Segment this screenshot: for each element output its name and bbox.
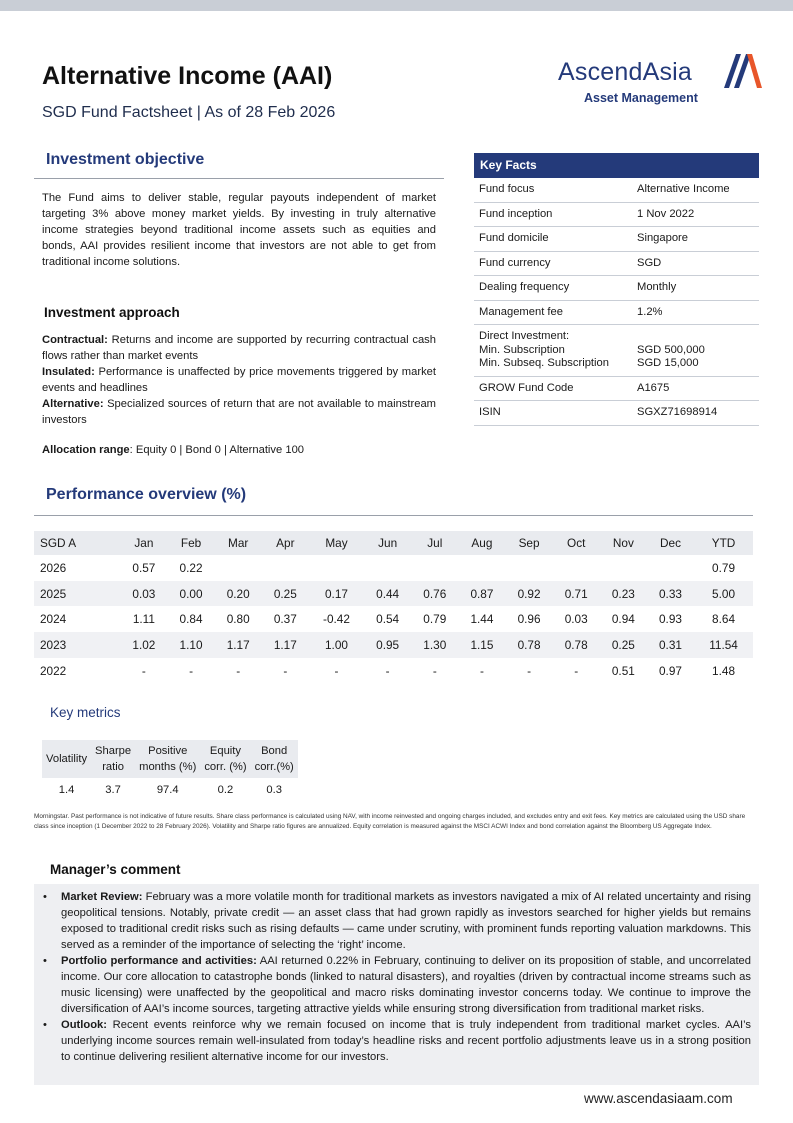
bullet-icon: • [43, 955, 47, 967]
performance-row [34, 555, 753, 581]
key-facts-label: GROW Fund Code [479, 381, 574, 394]
objective-divider [34, 178, 444, 179]
comment-outlook: • Outlook: Recent events reinforce why we remain focused on income that is truly independent from traditional market cycles. AAI’s underlying income sources remain well-insulated from today’s headline risks and recent portfolio adjustments leave us in a strong position to continue delivering resilient alternative income for our investors. [43, 1019, 751, 1063]
key-metrics-table [42, 740, 298, 802]
allocation-range: Allocation range: Equity 0 | Bond 0 | Alternative 100 [42, 444, 305, 456]
performance-cell: 0.20 [215, 581, 262, 607]
performance-cell: 0.37 [273, 612, 297, 627]
key-metrics-column-header: Positive months (%) [135, 740, 200, 778]
performance-column-header: Dec [647, 531, 694, 555]
performance-cell: 0.76 [411, 581, 458, 607]
performance-cell [553, 555, 600, 581]
approach-list [42, 332, 436, 428]
performance-table [34, 531, 753, 683]
performance-cell: - [334, 663, 339, 678]
performance-heading: Performance overview (%) [46, 486, 247, 503]
performance-cell: 0.17 [309, 581, 364, 607]
approach-item-alternative: Alternative: Specialized sources of return that are not available to mainstream investors [42, 398, 436, 426]
performance-column-header: Jan [120, 531, 167, 555]
key-metrics-column-header: Equity corr. (%) [200, 740, 250, 778]
performance-cell: 11.54 [694, 632, 753, 658]
performance-cell [364, 555, 411, 581]
performance-row [34, 658, 753, 684]
key-facts-value: SGXZ71698914 [637, 406, 718, 418]
key-facts-row [474, 227, 759, 252]
key-facts-row [474, 252, 759, 277]
performance-year: 2023 [34, 632, 120, 658]
performance-cell [215, 555, 262, 581]
top-bar [0, 0, 793, 11]
performance-cell: 1.10 [167, 632, 214, 658]
page-subtitle: SGD Fund Factsheet | As of 28 Feb 2026 [42, 104, 336, 121]
approach-item-insulated: Insulated: Performance is unaffected by price movements triggered by market events and headlines [42, 366, 436, 394]
key-facts-label: Management fee [479, 305, 563, 318]
key-facts-value: SGD 500,000 SGD 15,000 [637, 343, 705, 369]
key-facts-value: Singapore [637, 232, 689, 244]
performance-cell: 1.02 [120, 632, 167, 658]
approach-heading: Investment approach [44, 305, 180, 320]
key-facts-row [474, 377, 759, 402]
objective-text: The Fund aims to deliver stable, regular payouts independent of market targeting 3% above money market yields. By investing in truly alternative income strategies beyond traditional income assets such as equities and bonds, AAI provides resilient income that investors are not able to get from traditional income solutions. [42, 192, 436, 268]
performance-cell: 0.44 [364, 581, 411, 607]
performance-cell: 1.30 [411, 632, 458, 658]
performance-cell: 0.95 [364, 632, 411, 658]
performance-cell [458, 555, 505, 581]
key-facts-label: Fund domicile [479, 232, 549, 244]
performance-cell: 1.44 [470, 612, 494, 627]
performance-cell: 0.31 [647, 632, 694, 658]
key-metrics-value: 0.2 [217, 784, 234, 796]
performance-cell: - [236, 663, 241, 678]
key-facts-label: Direct Investment: Min. Subscription Min. Subseq. Subscription [479, 330, 609, 369]
performance-cell: 0.33 [647, 581, 694, 607]
performance-column-header: May [309, 531, 364, 555]
website-link[interactable]: www.ascendasiaam.com [584, 1091, 733, 1106]
comment-portfolio-performance: • Portfolio performance and activities: AAI returned 0.22% in February, continuing to deliver on its proposition of stable, and uncorrelated income. Our core allocation to catastrophe bonds (linked to natural disasters), and royalties (driven by contractual income streams such as music licensing) were unaffected by the geopolitical and macro risks dominating investor concerns today. We continue to improve the diversification of AAI’s income sources, targeting attractive yields while ensuring strong diversification from traditional market risks. [43, 955, 751, 1015]
performance-cell: - [385, 663, 390, 678]
key-facts-label: ISIN [479, 406, 501, 418]
logo-subtitle: Asset Management [584, 91, 698, 105]
performance-cell: 0.84 [179, 612, 203, 627]
key-metrics-column-header: Sharpe ratio [91, 740, 135, 778]
performance-cell: 0.03 [120, 581, 167, 607]
performance-cell: 0.92 [506, 581, 553, 607]
performance-cell [309, 555, 364, 581]
performance-column-header: Jun [364, 531, 411, 555]
performance-cell: - [141, 663, 146, 678]
key-metrics-value: 1.4 [58, 784, 75, 796]
performance-column-header: Aug [458, 531, 505, 555]
key-facts-value: Alternative Income [637, 183, 730, 195]
performance-cell: - [574, 663, 579, 678]
company-logo [558, 58, 763, 110]
performance-cell: 0.25 [262, 581, 309, 607]
key-facts-row [474, 401, 759, 426]
key-facts-row [474, 325, 759, 377]
performance-cell: - [479, 663, 484, 678]
performance-column-header: Oct [553, 531, 600, 555]
bullet-icon: • [43, 891, 47, 903]
key-facts-value: A1675 [637, 381, 670, 394]
performance-column-header: Feb [167, 531, 214, 555]
key-facts-label: Fund inception [479, 207, 553, 220]
performance-cell: 0.96 [517, 612, 541, 627]
performance-cell [600, 555, 647, 581]
performance-cell: 1.48 [712, 663, 736, 678]
performance-cell: 0.00 [167, 581, 214, 607]
key-facts-label: Fund currency [479, 256, 551, 269]
performance-column-header: Nov [600, 531, 647, 555]
bullet-icon: • [43, 1019, 47, 1031]
performance-year: 2022 [40, 663, 67, 678]
key-metrics-heading: Key metrics [50, 705, 121, 720]
performance-cell: - [189, 663, 193, 678]
performance-column-header: Jul [411, 531, 458, 555]
performance-cell [262, 555, 309, 581]
managers-comment-heading: Manager’s comment [50, 862, 181, 877]
approach-item-contractual: Contractual: Returns and income are supported by recurring contractual cash flows rather than market events [42, 334, 436, 362]
key-facts-row [474, 178, 759, 203]
key-facts-value: 1.2% [637, 305, 663, 318]
performance-column-header: Mar [215, 531, 262, 555]
performance-column-header: Apr [262, 531, 309, 555]
performance-cell: 1.17 [215, 632, 262, 658]
performance-cell: 0.51 [611, 663, 635, 678]
key-facts-label: Dealing frequency [479, 281, 570, 293]
key-metrics-column-header: Bond corr.(%) [251, 740, 298, 778]
performance-cell: 0.97 [659, 663, 682, 678]
key-metrics-value: 97.4 [156, 784, 179, 796]
key-facts-value: 1 Nov 2022 [637, 207, 695, 220]
key-facts-table [474, 153, 759, 426]
managers-comment-list [42, 889, 751, 1065]
performance-row [34, 581, 753, 607]
performance-cell: - [527, 663, 532, 678]
logo-mark-icon [722, 54, 762, 88]
performance-column-header: YTD [694, 531, 753, 555]
key-facts-row [474, 276, 759, 301]
performance-row [34, 606, 753, 632]
performance-year: 2025 [34, 581, 120, 607]
key-metrics-column-header: Volatility [42, 740, 91, 778]
performance-cell: 0.25 [600, 632, 647, 658]
key-facts-value: SGD [637, 256, 662, 269]
performance-cell: 0.79 [712, 560, 736, 575]
performance-cell [647, 555, 694, 581]
performance-cell: 0.93 [659, 612, 682, 627]
performance-cell: 0.87 [458, 581, 505, 607]
performance-column-header: SGD A [34, 531, 120, 555]
performance-cell: 8.64 [712, 612, 736, 627]
performance-cell: 0.22 [179, 560, 203, 575]
performance-year: 2024 [40, 612, 67, 627]
performance-divider [34, 515, 753, 516]
performance-cell: 0.57 [132, 560, 156, 575]
performance-cell: - [283, 663, 288, 678]
objective-heading: Investment objective [46, 151, 205, 168]
performance-cell: 5.00 [694, 581, 753, 607]
key-metrics-value: 0.3 [266, 784, 282, 796]
performance-cell: 0.71 [553, 581, 600, 607]
performance-cell: 0.78 [506, 632, 553, 658]
performance-cell: 0.94 [611, 612, 635, 627]
performance-cell: 0.54 [376, 612, 400, 627]
performance-column-header: Sep [506, 531, 553, 555]
comment-market-review: • Market Review: February was a more volatile month for traditional markets as investors navigated a mix of AI related uncertainty and rising geopolitical tensions. Notably, private credit — an asset class that had grown rapidly as investors searched for higher yields but remains exposed to traditional credit risks such as rising defaults — came under scrutiny, with prominent funds reporting valuation markdowns. This served as a reminder of the importance of selecting the ‘right’ income. [43, 891, 751, 951]
performance-cell: 1.11 [132, 612, 155, 627]
key-facts-row [474, 301, 759, 326]
performance-cell: 1.15 [458, 632, 505, 658]
performance-cell: -0.42 [323, 612, 350, 627]
disclaimer-footnote: Morningstar. Past performance is not indicative of future results. Share class performance is calculated using NAV, with income reinvested and ongoing charges included, and excludes entry and exit fees. Key metrics are calculated using the USD share class since inception (1 December 2022 to 28 February 2026). Volatility and Sharpe ratio figures are annualized. Equity correlation is measured against the MSCI ACWI Index and bond correlation against the Bloomberg US Aggregate Index. [34, 813, 746, 830]
performance-cell: 0.78 [553, 632, 600, 658]
performance-cell: - [432, 663, 437, 678]
performance-cell: 0.79 [423, 612, 447, 627]
performance-row [34, 632, 753, 658]
performance-cell: 0.23 [600, 581, 647, 607]
page-title: Alternative Income (AAI) [42, 62, 333, 90]
key-metrics-value: 3.7 [105, 784, 121, 796]
performance-cell: 1.17 [262, 632, 309, 658]
performance-cell [506, 555, 553, 581]
key-facts-label: Fund focus [479, 183, 535, 195]
performance-cell [411, 555, 458, 581]
key-facts-value: Monthly [637, 281, 677, 293]
key-facts-heading: Key Facts [474, 153, 759, 178]
performance-cell: 1.00 [309, 632, 364, 658]
key-facts-row [474, 203, 759, 228]
performance-cell: 0.03 [564, 612, 588, 627]
performance-cell: 0.80 [226, 612, 250, 627]
logo-wordmark: AscendAsia [558, 58, 693, 86]
performance-year: 2026 [40, 560, 67, 575]
